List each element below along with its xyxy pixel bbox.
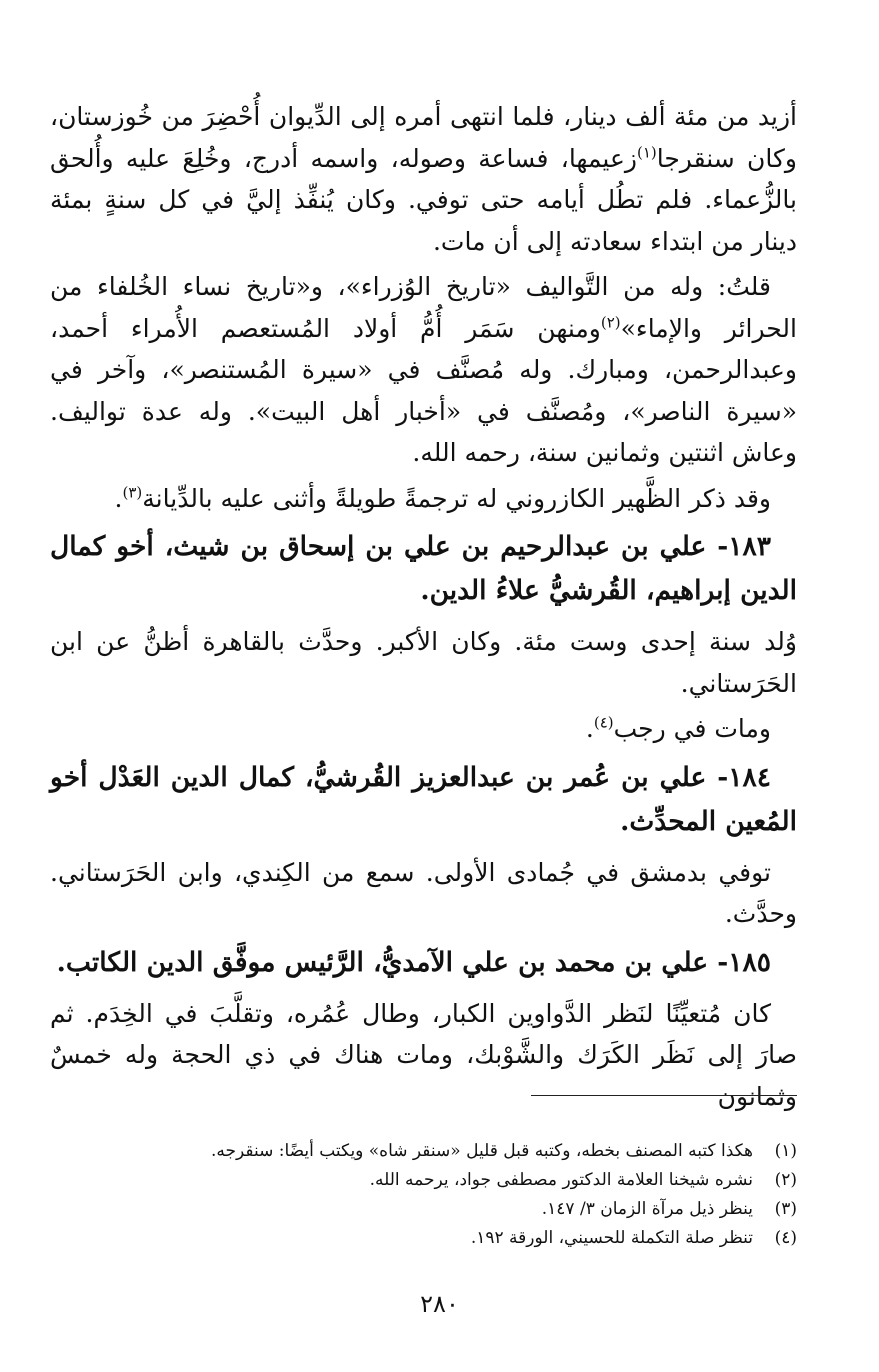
footnote-1 [60,1137,797,1166]
footnote-2 [60,1166,797,1195]
footnote-number: (١) [774,1141,797,1161]
footnote-number: (٣) [774,1199,797,1219]
footnote-text: هكذا كتبه المصنف بخطه، وكتبه قبل قليل «سنقر شاه» ويكتب أيضًا: سنقرجه. [210,1141,753,1161]
footnote-text: ينظر ذيل مرآة الزمان ٣/ ١٤٧. [541,1199,753,1219]
paragraph-5: ومات في رجب$^{(٤)}$. [585,713,771,743]
paragraph-3: وقد ذكر الظَّهير الكازروني له ترجمةً طويلةً وأثنى عليه بالدِّيانة$^{(٣)}$. [114,483,771,513]
paragraph-7: كان مُتعيِّنًا لنَظر الدَّواوين الكبار، وطال عُمُره، وتقلَّبَ في الخِدَم. ثم صارَ إلى نَظَر الكَرَك والشَّوْبك، ومات هناك في ذي الحجة وله خمسٌ وثمانون [50,998,797,1111]
footnote-ref-4[interactable]: (٤) [593,713,614,732]
footnote-number: (٤) [774,1228,797,1248]
footnote-divider [531,1095,797,1096]
paragraph-6: توفي بدمشق في جُمادى الأولى. سمع من الكِندي، وابن الحَرَستاني. وحدَّث. [50,857,797,928]
footnote-text: تنظر صلة التكملة للحسيني، الورقة ١٩٢. [470,1228,753,1248]
main-text [50,96,797,1121]
page-number: ٢٨٠ [420,1290,459,1318]
paragraph-4: وُلد سنة إحدى وست مئة. وكان الأكبر. وحدَّث بالقاهرة أظنُّ عن ابن الحَرَستاني. [50,627,797,698]
paragraph-1: أزيد من مئة ألف دينار، فلما انتهى أمره إلى الدِّيوان أُحْضِرَ من خُوزستان، وكان سنقرجا$^{(١)}$زعيمها، فساعة وصوله، واسمه أدرج، وخُلِعَ عليه وأُلحق بالزُّعماء. فلم تطُل أيامه حتى توفي. وكان يُنفِّذ إليَّ في كل سنةٍ بمئة دينار من ابتداء سعادته إلى أن مات. [50,102,798,256]
entry-heading-185: ١٨٥- علي بن محمد بن علي الآمديُّ، الرَّئيس موفَّق الدين الكاتب. [56,946,771,978]
entry-heading-183: ١٨٣- علي بن عبدالرحيم بن علي بن إسحاق بن شيث، أخو كمال الدين إبراهيم، القُرشيُّ علاءُ الدين. [50,531,797,606]
footnotes [60,1137,797,1253]
footnote-text: نشره شيخنا العلامة الدكتور مصطفى جواد، يرحمه الله. [369,1170,753,1190]
footnote-ref-3[interactable]: (٣) [122,483,143,502]
footnote-ref-2[interactable]: (٢) [600,313,621,332]
footnote-ref-1[interactable]: (١) [636,143,657,162]
footnote-4 [60,1224,797,1253]
footnote-3 [60,1195,797,1224]
paragraph-2: قلتُ: وله من التَّواليف «تاريخ الوُزراء»، و«تاريخ نساء الخُلفاء من الحرائر والإماء»$^{(٢)}$ومنهن سَمَر أُمُّ أولاد المُستعصم الأُمراء أحمد، وعبدالرحمن، ومبارك. وله مُصنَّف في «سيرة المُستنصر»، وآخر في «سيرة الناصر»، ومُصنَّف في «أخبار أهل البيت». وله عدة تواليف. وعاش اثنتين وثمانين سنة، رحمه الله. [50,272,797,467]
entry-heading-184: ١٨٤- علي بن عُمر بن عبدالعزيز القُرشيُّ، كمال الدين العَدْل أخو المُعين المحدِّث. [50,761,797,837]
footnote-number: (٢) [774,1170,797,1190]
